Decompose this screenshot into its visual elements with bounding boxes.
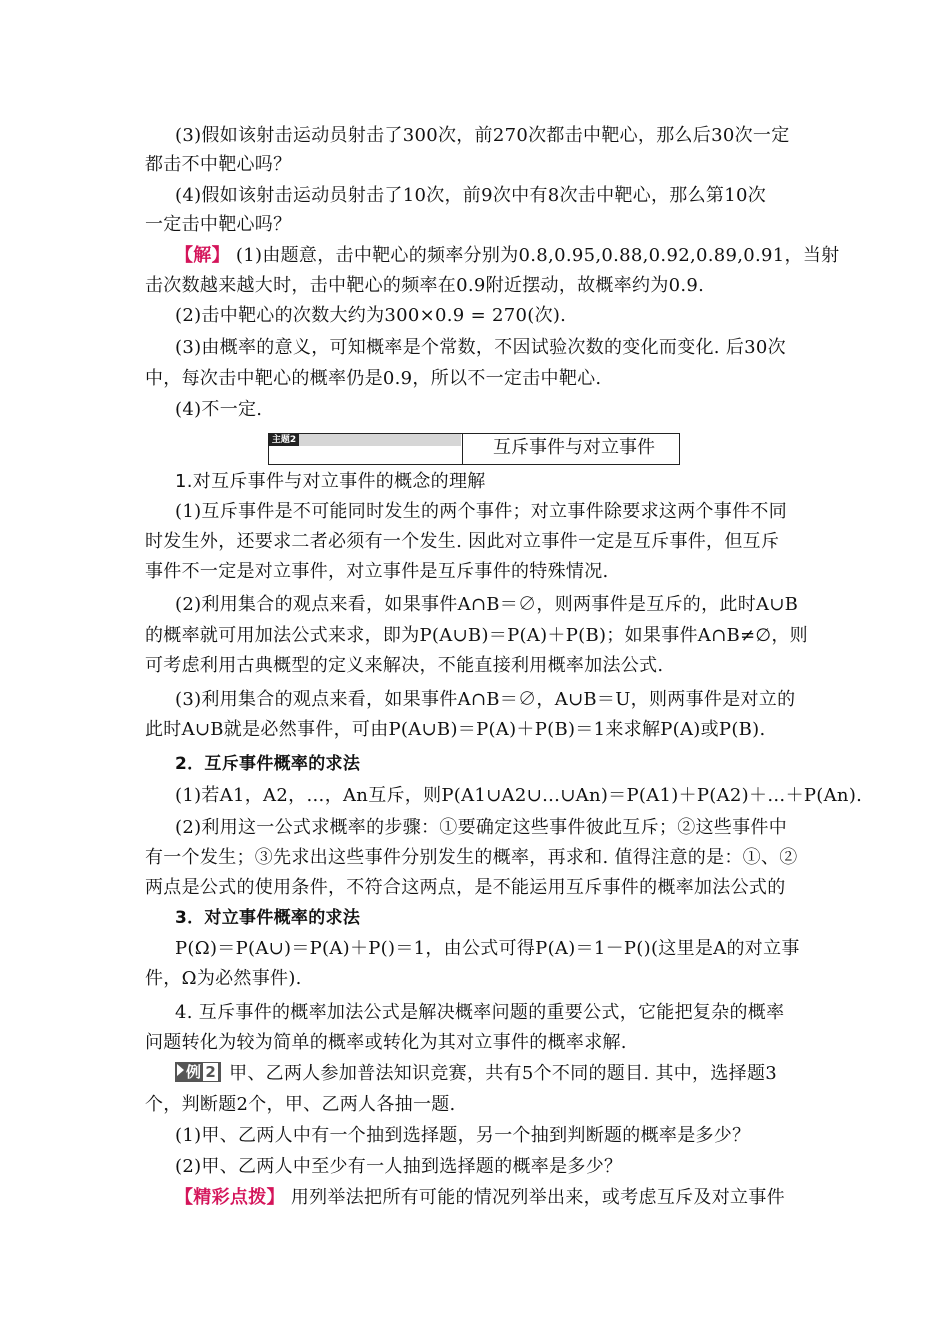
question-4-line1: (4)假如该射击运动员射击了10次，前9次中有8次击中靶心，那么第10次 xyxy=(175,185,767,206)
solution-line1 xyxy=(175,242,840,270)
section-2-p2-line3: 两点是公式的使用条件，不符合这两点，是不能运用互斥事件的概率加法公式的 xyxy=(145,877,786,898)
example-number: 2 xyxy=(205,1063,217,1081)
section-2-p2-line2: 有一个发生；③先求出这些事件分别发生的概率，再求和. 值得注意的是：①、② xyxy=(145,847,798,868)
question-3-line1: (3)假如该射击运动员射击了300次，前270次都击中靶心，那么后30次一定 xyxy=(175,125,790,146)
play-triangle-icon xyxy=(177,1064,184,1076)
example-2-question1: (1)甲、乙两人中有一个抽到选择题，另一个抽到判断题的概率是多少？ xyxy=(175,1125,751,1146)
section-2-p2-line1: (2)利用这一公式求概率的步骤：①要确定这些事件彼此互斥；②这些事件中 xyxy=(175,817,787,838)
section-2-heading: 2．互斥事件概率的求法 xyxy=(175,754,361,774)
solution-text: (1)由题意，击中靶心的频率分别为0.8,0.95,0.88,0.92,0.89,0.91，当射 xyxy=(229,245,840,266)
section-1-p2-line1: (2)利用集合的观点来看，如果事件A∩B＝∅，则两事件是互斥的，此时A∪B xyxy=(175,594,799,615)
example-text: 甲、乙两人参加普法知识竞赛，共有5个不同的题目. 其中，选择题3 xyxy=(229,1063,778,1084)
solution-line5: 中，每次击中靶心的概率仍是0.9，所以不一定击中靶心. xyxy=(145,368,602,389)
section-1-p1-line1: (1)互斥事件是不可能同时发生的两个事件；对立事件除要求这两个事件不同 xyxy=(175,501,787,522)
solution-line2: 击次数越来越大时，击中靶心的频率在0.9附近摆动，故概率约为0.9. xyxy=(145,275,705,296)
section-1-p1-line2: 时发生外，还要求二者必须有一个发生. 因此对立事件一定是互斥事件，但互斥 xyxy=(145,531,780,552)
section-2-p1: (1)若A1，A2，…，An互斥，则P(A1∪A2∪…∪An)＝P(A1)＋P(A2)＋…＋P(An). xyxy=(175,785,863,806)
section-3-heading: 3．对立事件概率的求法 xyxy=(175,908,361,928)
solution-line3: (2)击中靶心的次数大约为300×0.9 = 270(次). xyxy=(175,305,567,326)
example-2-question2: (2)甲、乙两人中至少有一人抽到选择题的概率是多少？ xyxy=(175,1156,623,1177)
example-badge xyxy=(175,1062,221,1082)
hint-text: 用列举法把所有可能的情况列举出来，或考虑互斥及对立事件 xyxy=(284,1187,785,1208)
section-1-p3-line2: 此时A∪B就是必然事件，可由P(A∪B)＝P(A)＋P(B)＝1来求解P(A)或P(B). xyxy=(145,719,766,740)
solution-line6: (4)不一定. xyxy=(175,399,263,420)
section-4-line2: 问题转化为较为简单的概率或转化为其对立事件的概率求解. xyxy=(145,1032,627,1053)
topic-title: 互斥事件与对立事件 xyxy=(493,437,655,458)
section-1-p2-line2: 的概率就可用加法公式来求，即为P(A∪B)＝P(A)＋P(B)；如果事件A∩B≠∅，则 xyxy=(145,625,808,646)
section-1-p2-line3: 可考虑利用古典概型的定义来解决，不能直接利用概率加法公式. xyxy=(145,655,664,676)
section-1-p1-line3: 事件不一定是对立事件，对立事件是互斥事件的特殊情况. xyxy=(145,561,609,582)
question-3-line2: 都击不中靶心吗？ xyxy=(145,154,292,175)
section-1-heading: 1.对互斥事件与对立事件的概念的理解 xyxy=(175,471,486,492)
example-2-line1 xyxy=(175,1060,810,1088)
topic-divider xyxy=(462,433,463,465)
section-4-line1: 4. 互斥事件的概率加法公式是解决概率问题的重要公式，它能把复杂的概率 xyxy=(175,1002,785,1023)
hint-label: 【精彩点拨】 xyxy=(175,1187,285,1208)
section-1-p3-line1: (3)利用集合的观点来看，如果事件A∩B＝∅，A∪B＝U，则两事件是对立的 xyxy=(175,689,796,710)
example-label: 例 xyxy=(186,1063,202,1081)
example-2-line2: 个，判断题2个，甲、乙两人各抽一题. xyxy=(145,1094,456,1115)
section-3-p1-line2: 件，Ω为必然事件). xyxy=(145,968,302,989)
solution-label: 【解】 xyxy=(175,245,230,266)
solution-line4: (3)由概率的意义，可知概率是个常数，不因试验次数的变化而变化. 后30次 xyxy=(175,337,786,358)
section-3-p1-line1: P(Ω)＝P(A∪)＝P(A)＋P()＝1，由公式可得P(A)＝1－P()(这里是A的对立事 xyxy=(175,938,800,959)
hint-line xyxy=(175,1184,810,1212)
topic-tag: 主题2 xyxy=(269,434,299,446)
question-4-line2: 一定击中靶心吗？ xyxy=(145,214,292,235)
